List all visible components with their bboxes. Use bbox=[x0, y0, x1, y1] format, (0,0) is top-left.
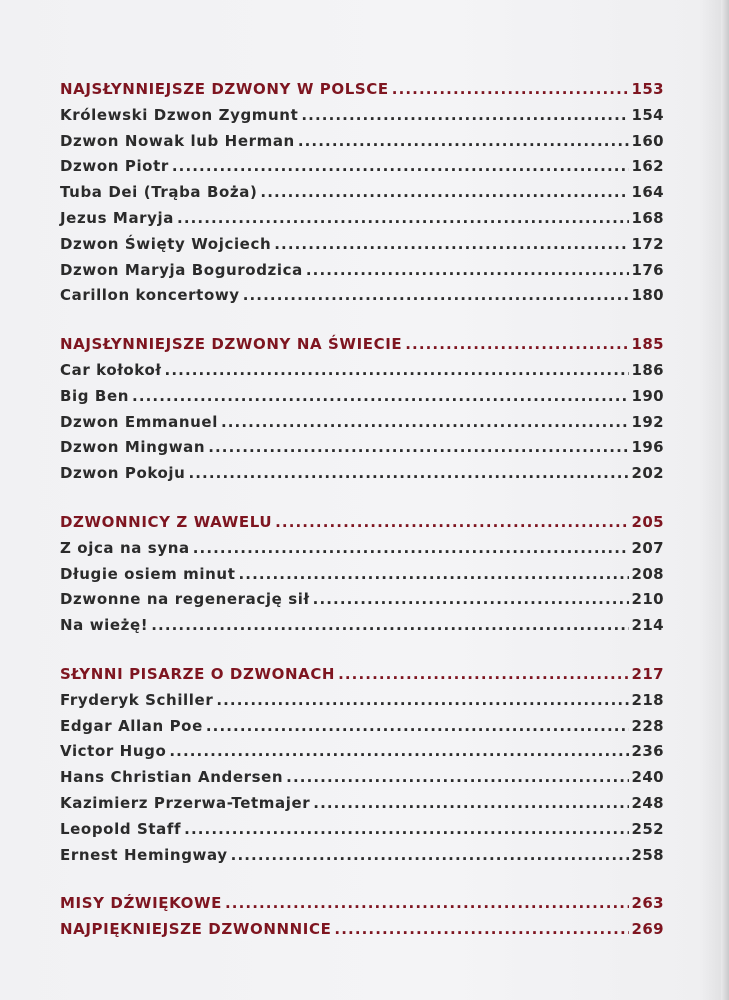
toc-heading-page: 205 bbox=[631, 512, 664, 531]
toc-entry-title: Carillon koncertowy bbox=[60, 286, 240, 305]
toc-heading[interactable] bbox=[60, 513, 664, 539]
toc-entry-page: 218 bbox=[631, 690, 664, 709]
toc-entry[interactable] bbox=[60, 565, 664, 591]
toc-entry[interactable] bbox=[60, 820, 664, 846]
toc-entry-title: Edgar Allan Poe bbox=[60, 716, 203, 735]
toc-entry[interactable] bbox=[60, 157, 664, 183]
toc-entry[interactable] bbox=[60, 742, 664, 768]
toc-entry-page: 186 bbox=[631, 360, 664, 379]
toc-entry-page: 228 bbox=[631, 716, 664, 735]
toc-entry-page: 176 bbox=[631, 260, 664, 279]
dot-leader bbox=[206, 717, 630, 735]
toc-entry-page: 207 bbox=[631, 538, 664, 557]
dot-leader bbox=[177, 209, 629, 227]
dot-leader bbox=[313, 590, 630, 608]
toc-heading-page: 153 bbox=[631, 80, 664, 98]
dot-leader bbox=[238, 565, 629, 583]
dot-leader bbox=[165, 361, 630, 379]
dot-leader bbox=[216, 691, 629, 709]
toc-heading[interactable] bbox=[60, 665, 664, 691]
toc-entry-title: Długie osiem minut bbox=[60, 564, 236, 583]
toc-entry[interactable] bbox=[60, 717, 664, 743]
toc-entry[interactable] bbox=[60, 691, 664, 717]
toc-heading-title: NAJSŁYNNIEJSZE DZWONY W POLSCE bbox=[60, 80, 389, 98]
toc-entry[interactable] bbox=[60, 768, 664, 794]
dot-leader bbox=[260, 183, 629, 201]
toc-entry-page: 236 bbox=[631, 742, 664, 761]
toc-entry[interactable] bbox=[60, 846, 664, 872]
dot-leader bbox=[243, 286, 630, 304]
toc-heading-title: SŁYNNI PISARZE O DZWONACH bbox=[60, 664, 336, 683]
toc-entry-title: Tuba Dei (Trąba Boża) bbox=[60, 183, 258, 202]
toc-entry[interactable] bbox=[60, 539, 664, 565]
toc-entry-title: Dzwon Maryja Bogurodzica bbox=[60, 260, 303, 279]
toc-entry-page: 210 bbox=[631, 590, 664, 609]
toc-entry[interactable] bbox=[60, 261, 664, 287]
toc-heading-title: NAJSŁYNNIEJSZE DZWONY NA ŚWIECIE bbox=[60, 335, 403, 354]
dot-leader bbox=[275, 513, 629, 531]
toc-heading-page: 217 bbox=[631, 664, 664, 683]
toc-entry-page: 252 bbox=[631, 819, 664, 838]
dot-leader bbox=[221, 413, 630, 431]
toc-entry-title: Dzwon Święty Wojciech bbox=[60, 234, 272, 253]
toc-entry-page: 192 bbox=[631, 412, 664, 431]
toc-section-writers bbox=[60, 665, 664, 871]
dot-leader bbox=[286, 768, 629, 786]
toc-entry-title: Dzwonne na regenerację sił bbox=[60, 590, 310, 609]
toc-section-belfries bbox=[60, 920, 664, 946]
dot-leader bbox=[172, 157, 630, 175]
toc-entry-title: Dzwon Pokoju bbox=[60, 464, 186, 483]
toc-entry[interactable] bbox=[60, 106, 664, 132]
toc-heading-page: 269 bbox=[631, 920, 664, 939]
toc-heading-title: DZWONNICY Z WAWELU bbox=[60, 512, 273, 531]
toc-entry-title: Ernest Hemingway bbox=[60, 845, 228, 864]
toc-entry[interactable] bbox=[60, 183, 664, 209]
toc-entry[interactable] bbox=[60, 286, 664, 312]
toc-entry[interactable] bbox=[60, 387, 664, 413]
dot-leader bbox=[132, 387, 629, 405]
dot-leader bbox=[208, 438, 629, 456]
toc-entry-page: 154 bbox=[631, 105, 664, 124]
toc-entry-page: 180 bbox=[631, 286, 664, 305]
dot-leader bbox=[193, 539, 630, 557]
toc-entry-page: 202 bbox=[631, 464, 664, 483]
toc-entry[interactable] bbox=[60, 616, 664, 642]
toc-heading[interactable] bbox=[60, 335, 664, 361]
toc-entry[interactable] bbox=[60, 438, 664, 464]
dot-leader bbox=[188, 464, 629, 482]
toc-entry-title: Big Ben bbox=[60, 386, 130, 405]
toc-entry-title: Dzwon Nowak lub Herman bbox=[60, 131, 295, 150]
toc-section-world-bells bbox=[60, 335, 664, 490]
dot-leader bbox=[306, 261, 630, 279]
toc-entry-page: 164 bbox=[631, 183, 664, 202]
toc-entry[interactable] bbox=[60, 794, 664, 820]
page-edge-shadow bbox=[721, 0, 729, 1000]
toc-entry-page: 172 bbox=[631, 234, 664, 253]
dot-leader bbox=[301, 106, 629, 124]
toc-section-polish-bells bbox=[60, 80, 664, 312]
toc-heading[interactable] bbox=[60, 894, 664, 920]
toc-entry-title: Hans Christian Andersen bbox=[60, 768, 284, 787]
toc-entry[interactable] bbox=[60, 132, 664, 158]
toc-entry-page: 162 bbox=[631, 157, 664, 176]
dot-leader bbox=[169, 742, 629, 760]
toc-entry-page: 248 bbox=[631, 793, 664, 812]
dot-leader bbox=[334, 920, 629, 938]
toc-heading[interactable] bbox=[60, 80, 664, 106]
toc-entry-title: Dzwon Mingwan bbox=[60, 438, 206, 457]
dot-leader bbox=[231, 846, 630, 864]
toc-heading-page: 263 bbox=[631, 894, 664, 913]
table-of-contents bbox=[60, 80, 664, 946]
toc-entry-page: 168 bbox=[631, 208, 664, 227]
toc-section-wawel-bellringers bbox=[60, 513, 664, 642]
dot-leader bbox=[313, 794, 629, 812]
toc-section-singing-bowls bbox=[60, 894, 664, 920]
toc-entry[interactable] bbox=[60, 413, 664, 439]
toc-entry-title: Jezus Maryja bbox=[60, 208, 175, 227]
dot-leader bbox=[405, 335, 629, 353]
toc-heading[interactable] bbox=[60, 920, 664, 946]
toc-entry[interactable] bbox=[60, 464, 664, 490]
toc-entry-page: 214 bbox=[631, 616, 664, 635]
dot-leader bbox=[392, 80, 630, 98]
toc-entry-title: Królewski Dzwon Zygmunt bbox=[60, 105, 299, 124]
toc-heading-title: MISY DŹWIĘKOWE bbox=[60, 894, 222, 913]
toc-entry-page: 196 bbox=[631, 438, 664, 457]
dot-leader bbox=[338, 665, 629, 683]
toc-entry-title: Z ojca na syna bbox=[60, 538, 190, 557]
toc-entry-page: 240 bbox=[631, 768, 664, 787]
dot-leader bbox=[225, 894, 629, 912]
toc-entry-title: Fryderyk Schiller bbox=[60, 690, 214, 709]
toc-entry-page: 160 bbox=[631, 131, 664, 150]
toc-entry-title: Dzwon Emmanuel bbox=[60, 412, 218, 431]
toc-entry[interactable] bbox=[60, 590, 664, 616]
toc-entry-title: Kazimierz Przerwa-Tetmajer bbox=[60, 793, 311, 812]
toc-entry[interactable] bbox=[60, 209, 664, 235]
toc-entry-title: Car kołokoł bbox=[60, 360, 162, 379]
dot-leader bbox=[151, 616, 629, 634]
toc-heading-page: 185 bbox=[631, 335, 664, 354]
toc-entry-title: Na wieżę! bbox=[60, 616, 149, 635]
toc-entry-page: 208 bbox=[631, 564, 664, 583]
toc-entry-page: 258 bbox=[631, 845, 664, 864]
toc-entry-title: Victor Hugo bbox=[60, 742, 167, 761]
toc-entry-title: Dzwon Piotr bbox=[60, 157, 169, 176]
toc-entry-page: 190 bbox=[631, 386, 664, 405]
dot-leader bbox=[274, 235, 629, 253]
dot-leader bbox=[298, 132, 630, 150]
toc-heading-title: NAJPIĘKNIEJSZE DZWONNNICE bbox=[60, 920, 332, 939]
toc-entry[interactable] bbox=[60, 361, 664, 387]
toc-entry[interactable] bbox=[60, 235, 664, 261]
dot-leader bbox=[184, 820, 629, 838]
toc-entry-title: Leopold Staff bbox=[60, 819, 182, 838]
